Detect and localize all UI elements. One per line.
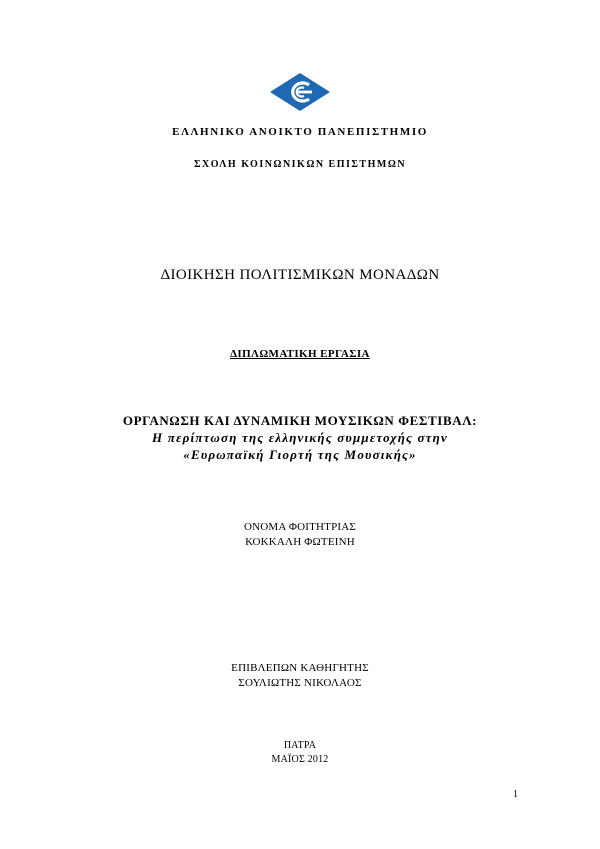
thesis-type: ΔΙΠΛΩΜΑΤΙΚΗ ΕΡΓΑΣΙΑ: [230, 348, 370, 360]
page-number: 1: [513, 789, 518, 800]
program-name: ΔΙΟΙΚΗΣΗ ΠΟΛΙΤΙΣΜΙΚΩΝ ΜΟΝΑΔΩΝ: [160, 267, 440, 283]
thesis-subtitle-line-2: «Ευρωπαϊκή Γιορτή της Μουσικής»: [183, 447, 417, 462]
thesis-title-main: ΟΡΓΑΝΩΣΗ ΚΑΙ ΔΥΝΑΜΙΚΗ ΜΟΥΣΙΚΩΝ ΦΕΣΤΙΒΑΛ:: [122, 413, 478, 428]
place-date-block: [0, 739, 600, 767]
university-name: ΕΛΛΗΝΙΚΟ ΑΝΟΙΚΤΟ ΠΑΝΕΠΙΣΤΗΜΙΟ: [172, 126, 428, 138]
supervisor-name: ΣΟΥΛΙΩΤΗΣ ΝΙΚΟΛΑΟΣ: [238, 677, 362, 689]
supervisor-label: ΕΠΙΒΛΕΠΩΝ ΚΑΘΗΓΗΤΗΣ: [231, 662, 369, 674]
school-name: ΣΧΟΛΗ ΚΟΙΝΩΝΙΚΩΝ ΕΠΙΣΤΗΜΩΝ: [193, 159, 407, 170]
supervisor-block: [0, 661, 600, 691]
date: ΜΑΪΟΣ 2012: [271, 754, 329, 765]
student-label: ΟΝΟΜΑ ΦΟΙΤΗΤΡΙΑΣ: [243, 521, 357, 533]
student-block: [0, 520, 600, 550]
city: ΠΑΤΡΑ: [283, 740, 317, 751]
thesis-subtitle-line-1: Η περίπτωση της ελληνικής συμμετοχής στην: [152, 430, 448, 445]
university-logo-icon: [269, 72, 331, 112]
student-name: ΚΟΚΚΑΛΗ ΦΩΤΕΙΝΗ: [245, 536, 355, 548]
thesis-title: [0, 412, 600, 463]
